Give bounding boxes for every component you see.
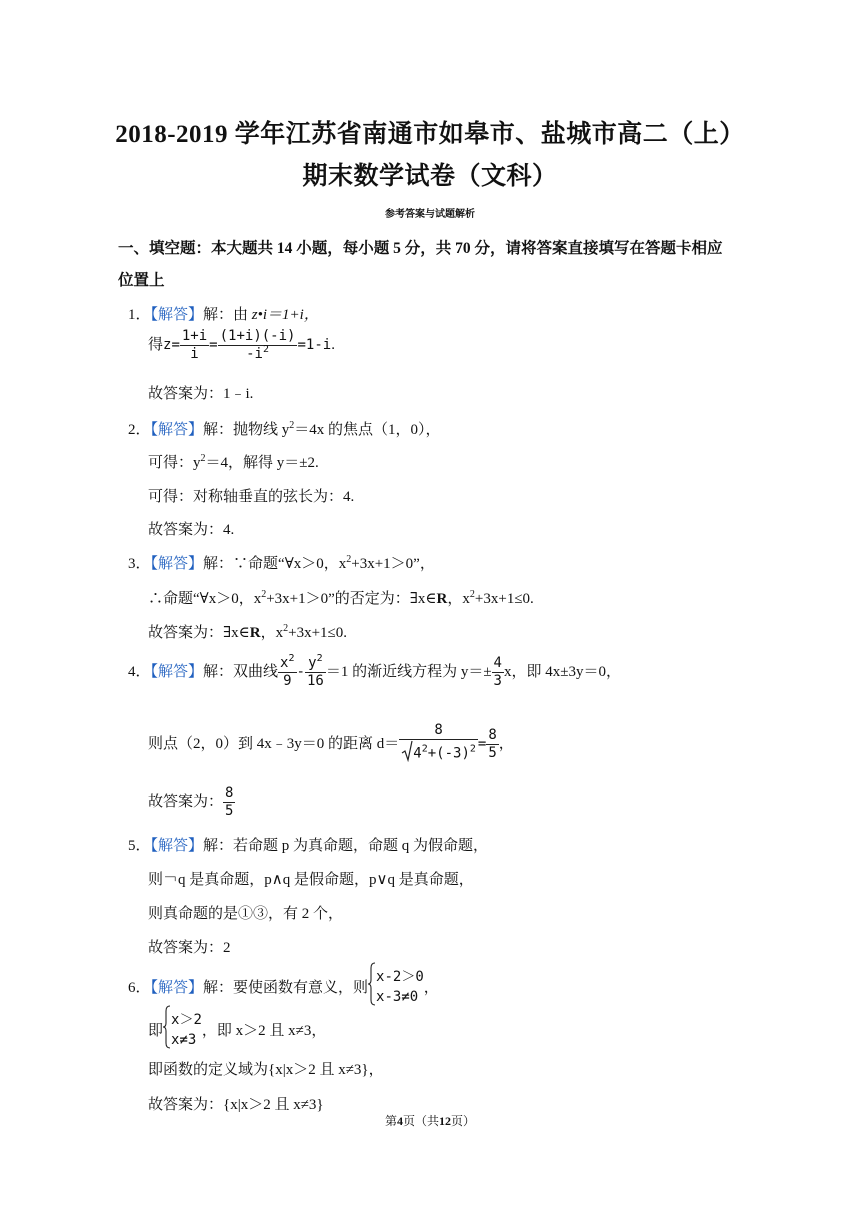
q1-derive-label: 得	[148, 336, 164, 353]
q3-text-b: +3x+1＞0”，	[351, 556, 435, 572]
q5-number: 5．	[128, 838, 151, 854]
footer-page-number: 4	[396, 1114, 403, 1128]
q3-number: 3．	[128, 556, 151, 572]
q6-solved2: x≠3	[171, 1031, 197, 1048]
q1-f1-den: i	[180, 345, 209, 363]
q1-condition: z•i＝1+i，	[251, 307, 319, 323]
q4-d-rad-exp2: 2	[469, 743, 476, 755]
q4-a-num: 8	[225, 785, 234, 801]
q6-condition2: x-3≠0	[376, 988, 419, 1005]
page-footer	[0, 1112, 860, 1129]
q4-fx-num	[278, 655, 296, 672]
q6-line1	[128, 962, 439, 1011]
q3-l2-c: ，x	[447, 591, 470, 607]
answer-tag: 【解答】	[150, 980, 204, 996]
q6-condition1: x-2＞0	[376, 968, 424, 985]
q3-l3-a: 故答案为：∃x∈	[148, 625, 250, 641]
q4-d-num: 8	[434, 722, 443, 738]
brace-icon	[163, 1005, 171, 1054]
q3-line3	[148, 621, 347, 642]
q4-r-num: 8	[488, 727, 497, 743]
q6-solved-conditions	[171, 1010, 202, 1050]
q1-f1-num: 1+i	[181, 328, 208, 344]
q2-l2-exp: 2	[200, 453, 206, 464]
section-heading-line1: 一、填空题：本大题共 14 小题，每小题 5 分，共 70 分，请将答案直接填写在答题卡相应	[118, 240, 723, 257]
q6-line4: 故答案为：{x|x＞2 且 x≠3}	[148, 1097, 324, 1113]
q1-f2-num: (1+i)(-i)	[219, 328, 296, 344]
q1-fraction2	[218, 328, 298, 363]
sqrt-icon	[401, 740, 413, 767]
q5-text: 解：若命题 p 为真命题，命题 q 为假命题，	[203, 838, 489, 854]
q2-line2	[148, 451, 319, 472]
q2-l2-b: ＝4，解得 y＝±2.	[205, 455, 319, 471]
answer-tag: 【解答】	[150, 556, 204, 572]
q3-l3-R: R	[249, 625, 261, 641]
q5-line2: 则￢q 是真命题，p∧q 是假命题，p∨q 是真命题，	[148, 872, 474, 888]
q2-line3: 可得：对称轴垂直的弦长为：4.	[148, 489, 355, 505]
q1-line2	[148, 328, 335, 363]
q4-fx-exp: 2	[288, 653, 295, 664]
q5-line4: 故答案为：2	[148, 940, 231, 956]
section-heading-line2: 位置上	[118, 272, 165, 289]
q2-text-b: ＝4x 的焦点（1，0），	[294, 422, 441, 438]
q6-line2	[148, 1005, 326, 1054]
q4-k-num: 4	[493, 655, 502, 671]
q1-z-eq: z=	[163, 336, 180, 353]
q4-text-a: 解：双曲线	[203, 663, 279, 680]
q3-l2-exp2: 2	[469, 589, 475, 600]
q4-line2	[148, 722, 514, 767]
q2-line1	[128, 418, 441, 439]
page-title-line1: 2018-2019 学年江苏省南通市如皋市、盐城市高二（上）	[115, 121, 745, 148]
q3-l2-exp: 2	[261, 589, 267, 600]
q1-line1	[128, 303, 319, 324]
q4-fy-num	[305, 655, 326, 672]
q4-k-den: 3	[493, 673, 502, 689]
q2-text-a: 解：抛物线 y	[203, 422, 290, 438]
q2-exp: 2	[289, 420, 295, 431]
q1-fraction1	[180, 328, 209, 363]
q4-answer-fraction	[223, 785, 235, 820]
q6-l2-b: ，即 x＞2 且 x≠3，	[201, 1023, 327, 1039]
q4-number: 4．	[128, 663, 151, 680]
q3-l3-b: ，x	[260, 625, 284, 641]
q4-line3	[148, 785, 235, 820]
q4-distance-fraction	[399, 722, 478, 767]
q1-line3: 故答案为：1﹣i.	[148, 386, 254, 402]
answer-tag: 【解答】	[150, 838, 204, 854]
q4-minus: -	[296, 663, 305, 680]
q4-frac-y	[305, 655, 326, 690]
q5-line3: 则真命题的是①③，有 2 个，	[148, 906, 344, 922]
answer-tag: 【解答】	[150, 422, 204, 438]
q1-f2-den	[218, 345, 298, 363]
q4-text-c: x，即 4x±3y＝0，	[503, 663, 621, 680]
q4-fy-den: 16	[306, 673, 324, 689]
footer-text-c: 页）	[451, 1114, 476, 1128]
q6-text: 解：要使函数有意义，则	[203, 980, 369, 996]
q6-line3: 即函数的定义域为{x|x＞2 且 x≠3}，	[148, 1062, 384, 1078]
q4-equals: =	[477, 735, 487, 752]
q6-solved1: x＞2	[171, 1011, 202, 1028]
q4-a-den: 5	[225, 803, 234, 819]
q3-l3-exp: 2	[283, 623, 289, 634]
page-title-line2: 期末数学试卷（文科）	[302, 163, 558, 190]
q6-number: 6．	[128, 980, 151, 996]
q1-number: 1．	[128, 307, 151, 323]
footer-text-a: 第	[384, 1114, 397, 1128]
brace-icon	[368, 962, 376, 1011]
q6-l2-a: 即	[148, 1023, 164, 1039]
q4-fy-base: y	[308, 655, 317, 671]
q3-exp: 2	[346, 554, 352, 565]
q6-conditions	[376, 967, 424, 1007]
footer-total-pages: 12	[439, 1114, 451, 1128]
q4-fx-den: 9	[278, 672, 296, 690]
q4-d-rad-a: 4	[413, 745, 422, 762]
q6-comma: ，	[423, 980, 439, 996]
q1-result: =1-i	[297, 336, 332, 353]
q2-number: 2．	[128, 422, 151, 438]
q4-answer-label: 故答案为：	[148, 793, 224, 810]
answer-tag: 【解答】	[150, 663, 204, 680]
q4-text-b: ＝1 的渐近线方程为 y＝±	[325, 663, 492, 680]
q4-r-den: 5	[488, 745, 497, 761]
q4-comma: ，	[498, 735, 514, 752]
q4-l2-a: 则点（2，0）到 4x﹣3y＝0 的距离 d＝	[148, 735, 400, 752]
q1-solution-intro: 解：由	[203, 307, 252, 323]
q4-fy-exp: 2	[316, 653, 323, 664]
q3-l3-c: +3x+1≤0.	[288, 625, 348, 641]
q3-line2	[148, 587, 534, 608]
q3-l2-R: R	[436, 591, 448, 607]
page-subtitle: 参考答案与试题解析	[385, 209, 475, 220]
q3-l2-a: ∴命题“∀x＞0，x	[148, 591, 262, 607]
q3-l2-d: +3x+1≤0.	[474, 591, 534, 607]
q1-f2-den-exp: 2	[262, 344, 269, 355]
q1-equals: =	[209, 336, 218, 353]
q3-l2-b: +3x+1＞0”的否定为：∃x∈	[266, 591, 437, 607]
q1-period: .	[331, 336, 335, 353]
q2-l2-a: 可得：y	[148, 455, 201, 471]
answer-tag: 【解答】	[150, 307, 204, 323]
q4-frac-k	[492, 655, 504, 690]
q3-text-a: 解：∵命题“∀x＞0，x	[203, 556, 347, 572]
q4-d-rad-b: +(-3)	[427, 745, 470, 762]
q4-result-fraction	[486, 727, 498, 762]
q4-frac-x	[278, 655, 296, 690]
q1-f2-den-base: -i	[246, 346, 263, 362]
q4-d-den	[399, 739, 478, 767]
q4-fx-base: x	[280, 655, 289, 671]
q4-line1	[128, 655, 621, 690]
q3-line1	[128, 552, 435, 573]
q4-d-rad-exp: 2	[421, 743, 428, 755]
q5-line1	[128, 834, 488, 855]
q2-line4: 故答案为：4.	[148, 522, 235, 538]
footer-text-b: 页（共	[402, 1114, 439, 1128]
